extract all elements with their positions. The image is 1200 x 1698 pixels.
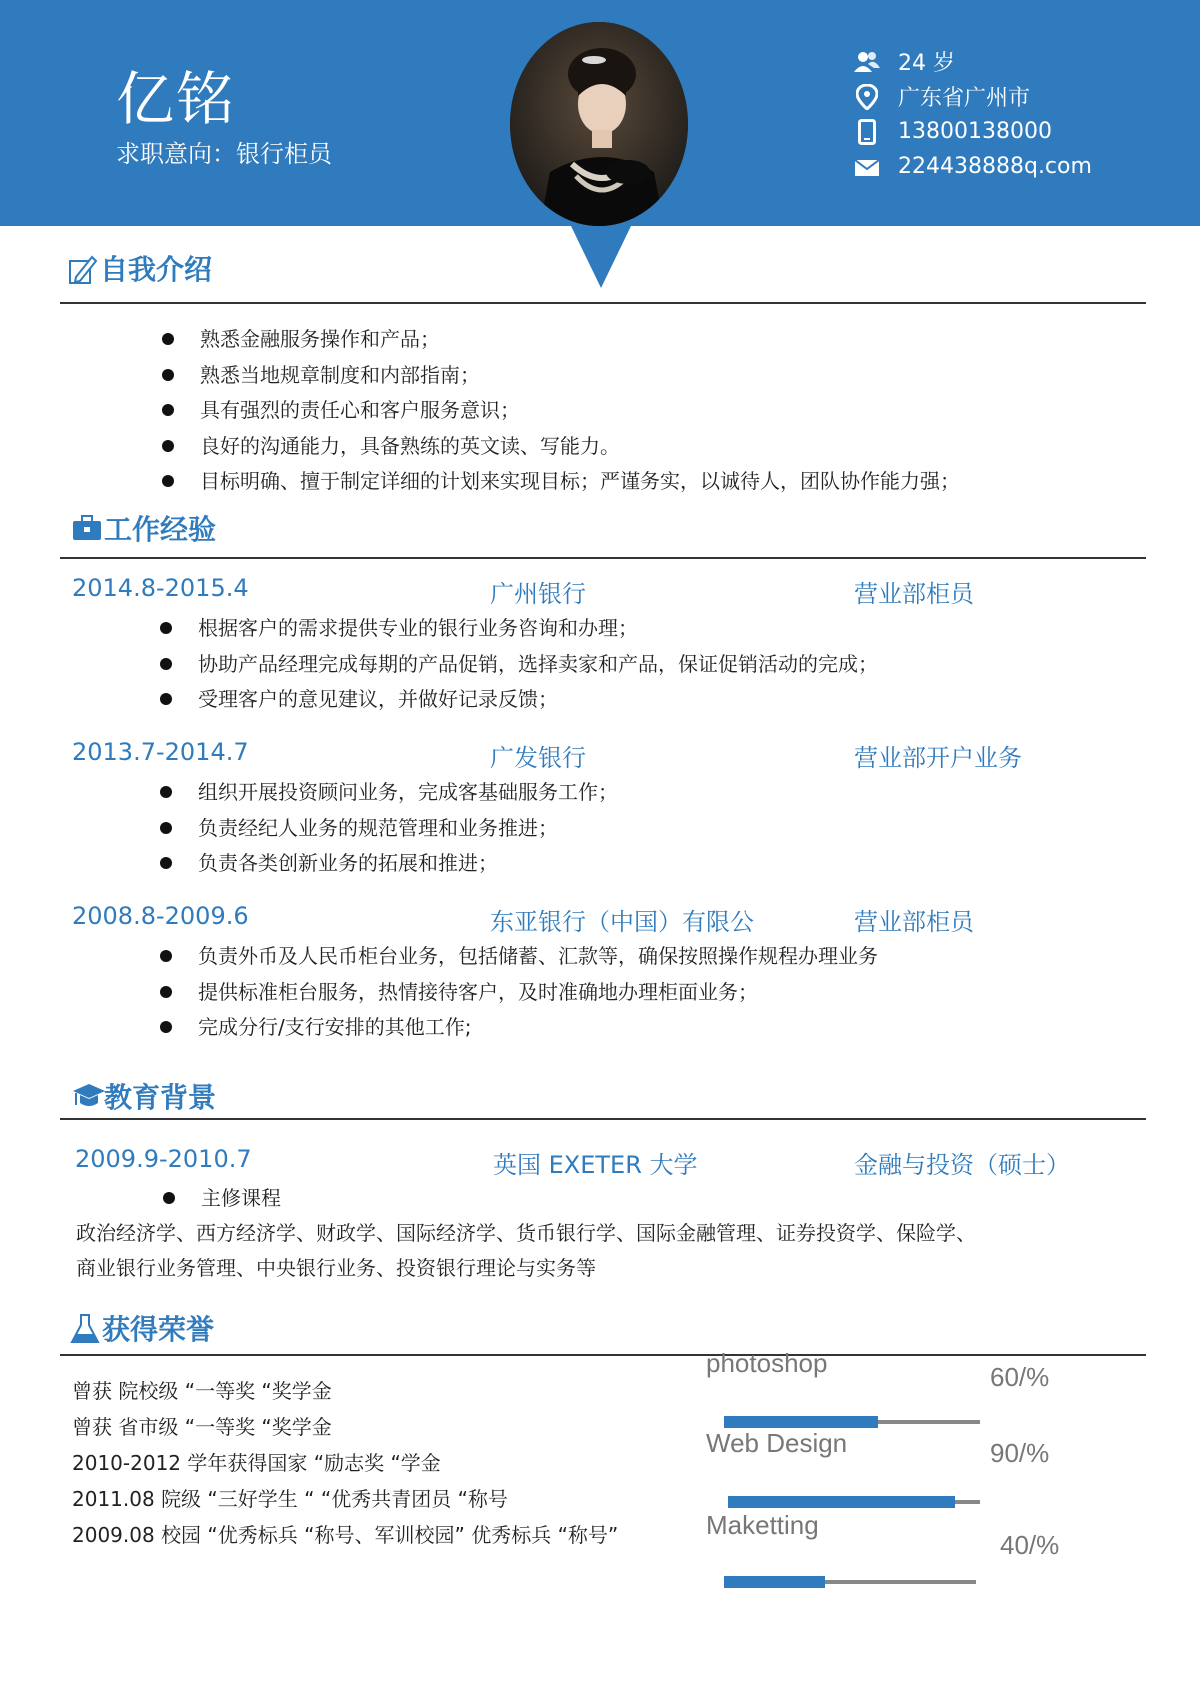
list-item: 协助产品经理完成每期的产品促销，选择卖家和产品，保证促销活动的完成； xyxy=(160,647,878,683)
phone-icon xyxy=(852,117,882,147)
job-duties xyxy=(160,775,618,882)
list-item: 2009.08 校园 “优秀标兵 “称号、军训校园” 优秀标兵 “称号” xyxy=(72,1523,619,1547)
job-intention: 求职意向：银行柜员 xyxy=(116,140,332,168)
profile-photo xyxy=(510,22,688,226)
job-duties xyxy=(160,939,878,1046)
section-title-education-text: 教育背景 xyxy=(104,1081,217,1114)
job-header xyxy=(72,738,1152,772)
section-title-honors xyxy=(70,1308,214,1348)
list-item: 具有强烈的责任心和客户服务意识； xyxy=(162,393,960,429)
list-item: 完成分行/支行安排的其他工作; xyxy=(160,1010,878,1046)
list-item: 曾获 院校级 “一等奖 “奖学金 xyxy=(72,1379,332,1403)
intro-list xyxy=(162,322,960,500)
courses-label: 主修课程 xyxy=(163,1181,281,1217)
skill-name: photoshop xyxy=(706,1348,828,1378)
list-item: 2011.08 院级 “三好学生 “ “优秀共青团员 “称号 xyxy=(72,1487,508,1511)
courses-line: 商业银行业务管理、中央银行业务、投资银行理论与实务等 xyxy=(76,1256,596,1280)
contact-info xyxy=(852,44,1092,184)
skill-bar xyxy=(728,1500,980,1504)
section-title-work xyxy=(72,508,216,548)
candidate-name: 亿铭 xyxy=(116,65,237,133)
contact-age xyxy=(852,44,1092,79)
list-item: 熟悉当地规章制度和内部指南； xyxy=(162,358,960,394)
job-duties xyxy=(160,611,878,718)
job-company: 广发银行 xyxy=(490,744,586,772)
pencil-edit-icon xyxy=(68,253,98,283)
divider-work xyxy=(60,557,1146,559)
education-header xyxy=(75,1145,1155,1179)
flask-icon xyxy=(70,1313,100,1343)
contact-phone-text: 13800138000 xyxy=(898,119,1052,144)
courses-line: 政治经济学、西方经济学、财政学、国际经济学、货币银行学、国际金融管理、证券投资学、保险学、 xyxy=(76,1221,976,1245)
briefcase-icon xyxy=(72,513,102,543)
section-title-honors-text: 获得荣誉 xyxy=(102,1313,215,1346)
skill-percent: 90/% xyxy=(990,1438,1050,1468)
skill-percent: 60/% xyxy=(990,1362,1050,1392)
portrait-image xyxy=(510,22,688,226)
list-item: 负责经纪人业务的规范管理和业务推进； xyxy=(160,811,618,847)
education-major: 金融与投资（硕士） xyxy=(854,1151,1070,1179)
section-title-education xyxy=(72,1076,216,1116)
job-role: 营业部柜员 xyxy=(854,908,974,936)
education-period: 2009.9-2010.7 xyxy=(75,1145,252,1173)
section-title-work-text: 工作经验 xyxy=(104,513,217,546)
list-item: 受理客户的意见建议，并做好记录反馈； xyxy=(160,682,878,718)
job-role: 营业部开户业务 xyxy=(854,744,1022,772)
divider-education xyxy=(60,1118,1146,1120)
contact-mail-text: 224438888q.com xyxy=(898,154,1092,179)
courses-label-list xyxy=(163,1181,281,1217)
skill-bar-fill xyxy=(728,1496,955,1508)
honors-list xyxy=(72,1373,652,1553)
header-pointer xyxy=(571,226,631,288)
section-title-intro xyxy=(68,248,212,288)
skill-bar xyxy=(724,1580,976,1584)
skill-bar-fill xyxy=(724,1576,825,1588)
list-item: 根据客户的需求提供专业的银行业务咨询和办理； xyxy=(160,611,878,647)
divider-honors xyxy=(60,1354,1146,1356)
skill-name: Web Design xyxy=(706,1428,848,1458)
list-item: 负责各类创新业务的拓展和推进； xyxy=(160,846,618,882)
list-item: 2010-2012 学年获得国家 “励志奖 “学金 xyxy=(72,1451,441,1475)
job-header xyxy=(72,902,1152,936)
divider-intro xyxy=(60,302,1146,304)
mail-icon xyxy=(852,152,882,182)
job-period: 2013.7-2014.7 xyxy=(72,738,249,766)
list-item: 熟悉金融服务操作和产品； xyxy=(162,322,960,358)
contact-phone xyxy=(852,114,1092,149)
job-period: 2008.8-2009.6 xyxy=(72,902,249,930)
location-pin-icon xyxy=(852,82,882,112)
person-icon xyxy=(852,47,882,77)
job-header xyxy=(72,574,1152,608)
list-item: 良好的沟通能力，具备熟练的英文读、写能力。 xyxy=(162,429,960,465)
skill-percent: 40/% xyxy=(1000,1530,1060,1560)
skill-bar-fill xyxy=(724,1416,878,1428)
contact-age-text: 24 岁 xyxy=(898,51,955,76)
contact-location xyxy=(852,79,1092,114)
list-item: 目标明确、擅于制定详细的计划来实现目标；严谨务实，以诚待人，团队协作能力强； xyxy=(162,464,960,500)
job-company: 广州银行 xyxy=(490,580,586,608)
section-title-intro-text: 自我介绍 xyxy=(100,253,213,286)
list-item: 组织开展投资顾问业务，完成客基础服务工作； xyxy=(160,775,618,811)
graduation-cap-icon xyxy=(72,1081,102,1111)
education-school: 英国 EXETER 大学 xyxy=(493,1151,698,1179)
job-role: 营业部柜员 xyxy=(854,580,974,608)
job-company: 东亚银行（中国）有限公 xyxy=(490,908,754,936)
list-item: 曾获 省市级 “一等奖 “奖学金 xyxy=(72,1415,332,1439)
contact-location-text: 广东省广州市 xyxy=(898,86,1031,111)
list-item: 提供标准柜台服务，热情接待客户，及时准确地办理柜面业务； xyxy=(160,975,878,1011)
skill-name: Maketting xyxy=(706,1510,819,1540)
contact-mail xyxy=(852,149,1092,184)
list-item: 负责外币及人民币柜台业务，包括储蓄、汇款等，确保按照操作规程办理业务 xyxy=(160,939,878,975)
skill-bar xyxy=(724,1420,980,1424)
job-period: 2014.8-2015.4 xyxy=(72,574,249,602)
